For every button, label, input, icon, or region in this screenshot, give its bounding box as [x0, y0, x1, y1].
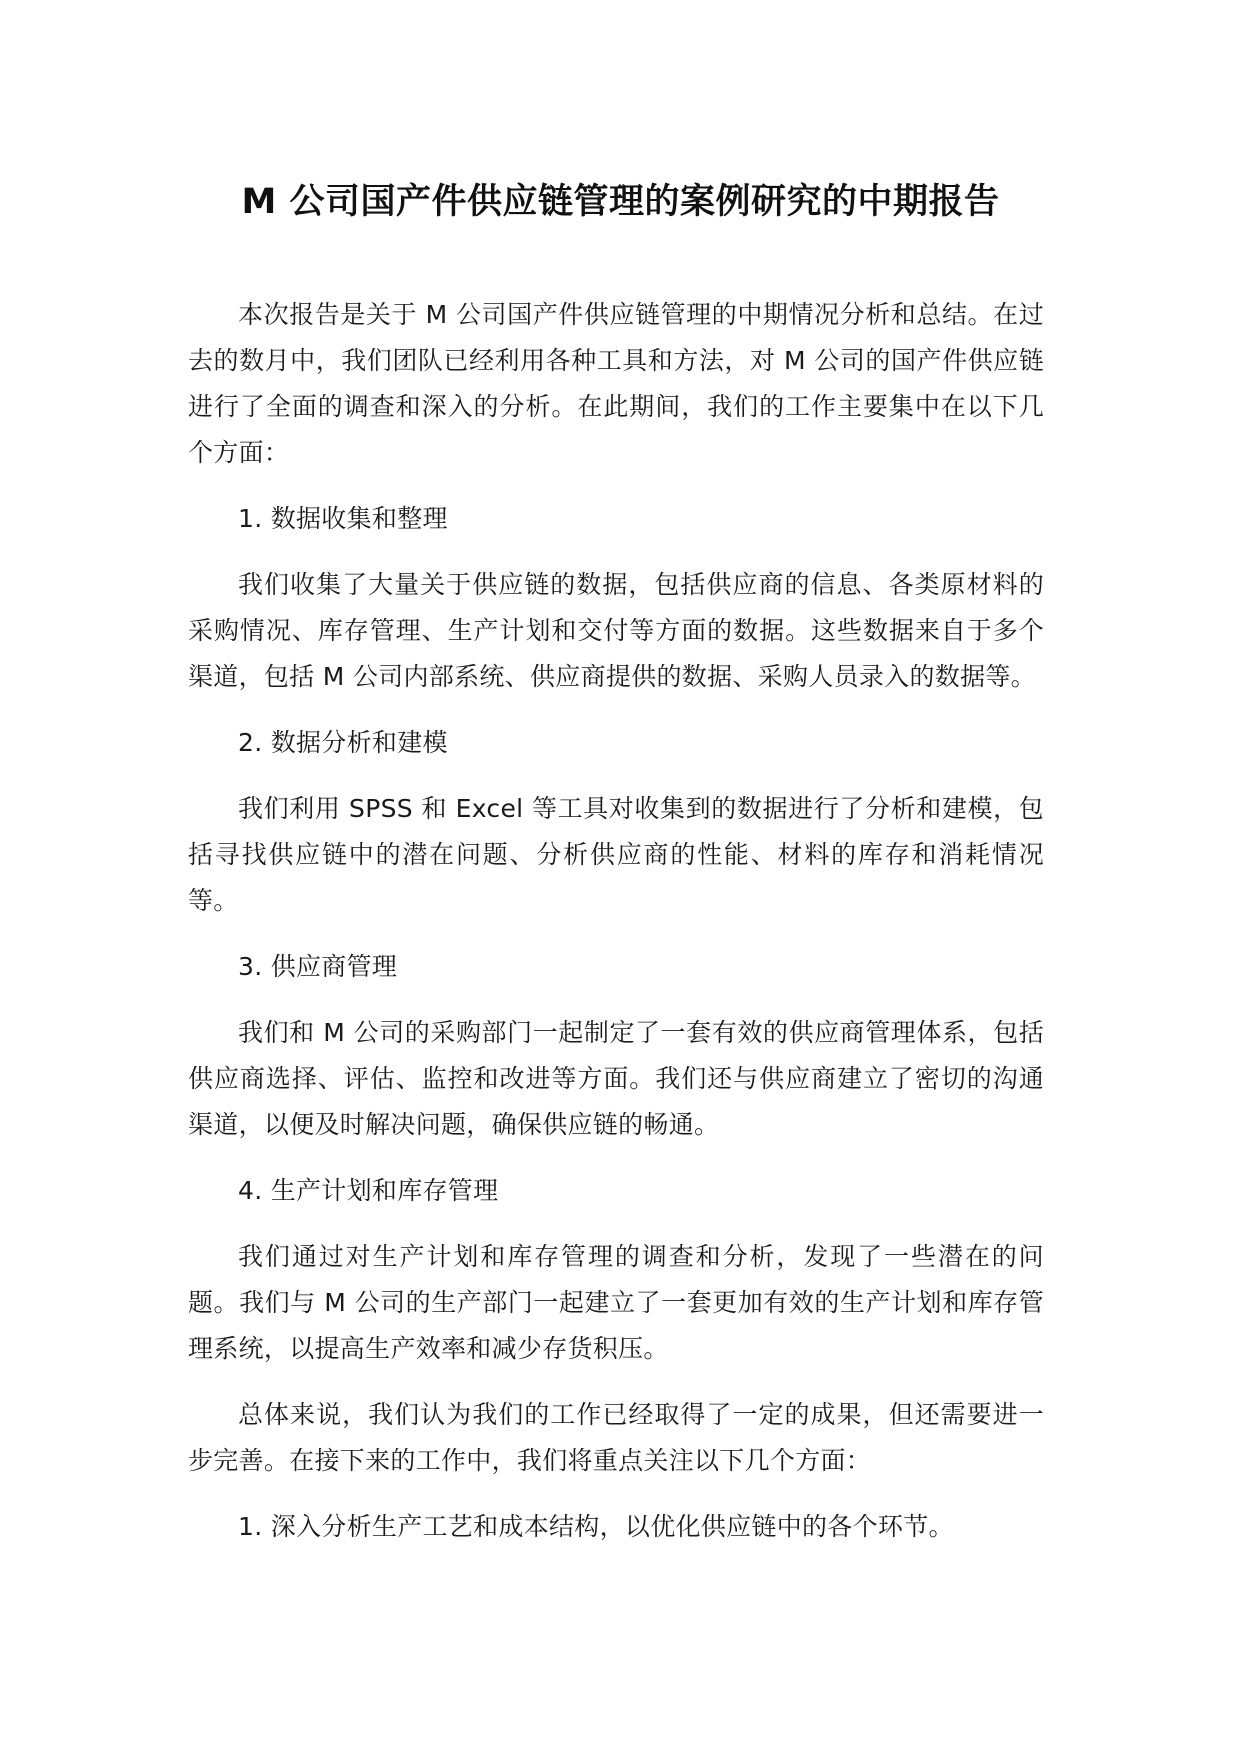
section-heading-production-inventory: 4. 生产计划和库存管理 — [238, 1176, 499, 1205]
document-body — [188, 292, 1044, 1570]
next-step-item: 1. 深入分析生产工艺和成本结构，以优化供应链中的各个环节。 — [238, 1512, 954, 1541]
section-text-production-inventory: 我们通过对生产计划和库存管理的调查和分析，发现了一些潜在的问题。我们与 M 公司的生产部门一起建立了一套更加有效的生产计划和库存管理系统，以提高生产效率和减少存货积压。 — [188, 1242, 1044, 1363]
document-title: M 公司国产件供应链管理的案例研究的中期报告 — [241, 182, 1000, 222]
section-text-data-collection: 我们收集了大量关于供应链的数据，包括供应商的信息、各类原材料的采购情况、库存管理、生产计划和交付等方面的数据。这些数据来自于多个渠道，包括 M 公司内部系统、供应商提供的数据、采购人员录入的数据等。 — [188, 570, 1044, 691]
section-heading-data-analysis: 2. 数据分析和建模 — [238, 728, 448, 757]
intro-paragraph: 本次报告是关于 M 公司国产件供应链管理的中期情况分析和总结。在过去的数月中，我们团队已经利用各种工具和方法，对 M 公司的国产件供应链进行了全面的调查和深入的分析。在此期间，我们的工作主要集中在以下几个方面： — [188, 300, 1044, 467]
section-heading-supplier-management: 3. 供应商管理 — [238, 952, 398, 981]
section-heading-data-collection: 1. 数据收集和整理 — [238, 504, 448, 533]
section-text-data-analysis: 我们利用 SPSS 和 Excel 等工具对收集到的数据进行了分析和建模，包括寻找供应链中的潜在问题、分析供应商的性能、材料的库存和消耗情况等。 — [188, 794, 1044, 915]
section-text-supplier-management: 我们和 M 公司的采购部门一起制定了一套有效的供应商管理体系，包括供应商选择、评估、监控和改进等方面。我们还与供应商建立了密切的沟通渠道，以便及时解决问题，确保供应链的畅通。 — [188, 1018, 1044, 1139]
conclusion-paragraph: 总体来说，我们认为我们的工作已经取得了一定的成果，但还需要进一步完善。在接下来的工作中，我们将重点关注以下几个方面： — [188, 1400, 1044, 1475]
